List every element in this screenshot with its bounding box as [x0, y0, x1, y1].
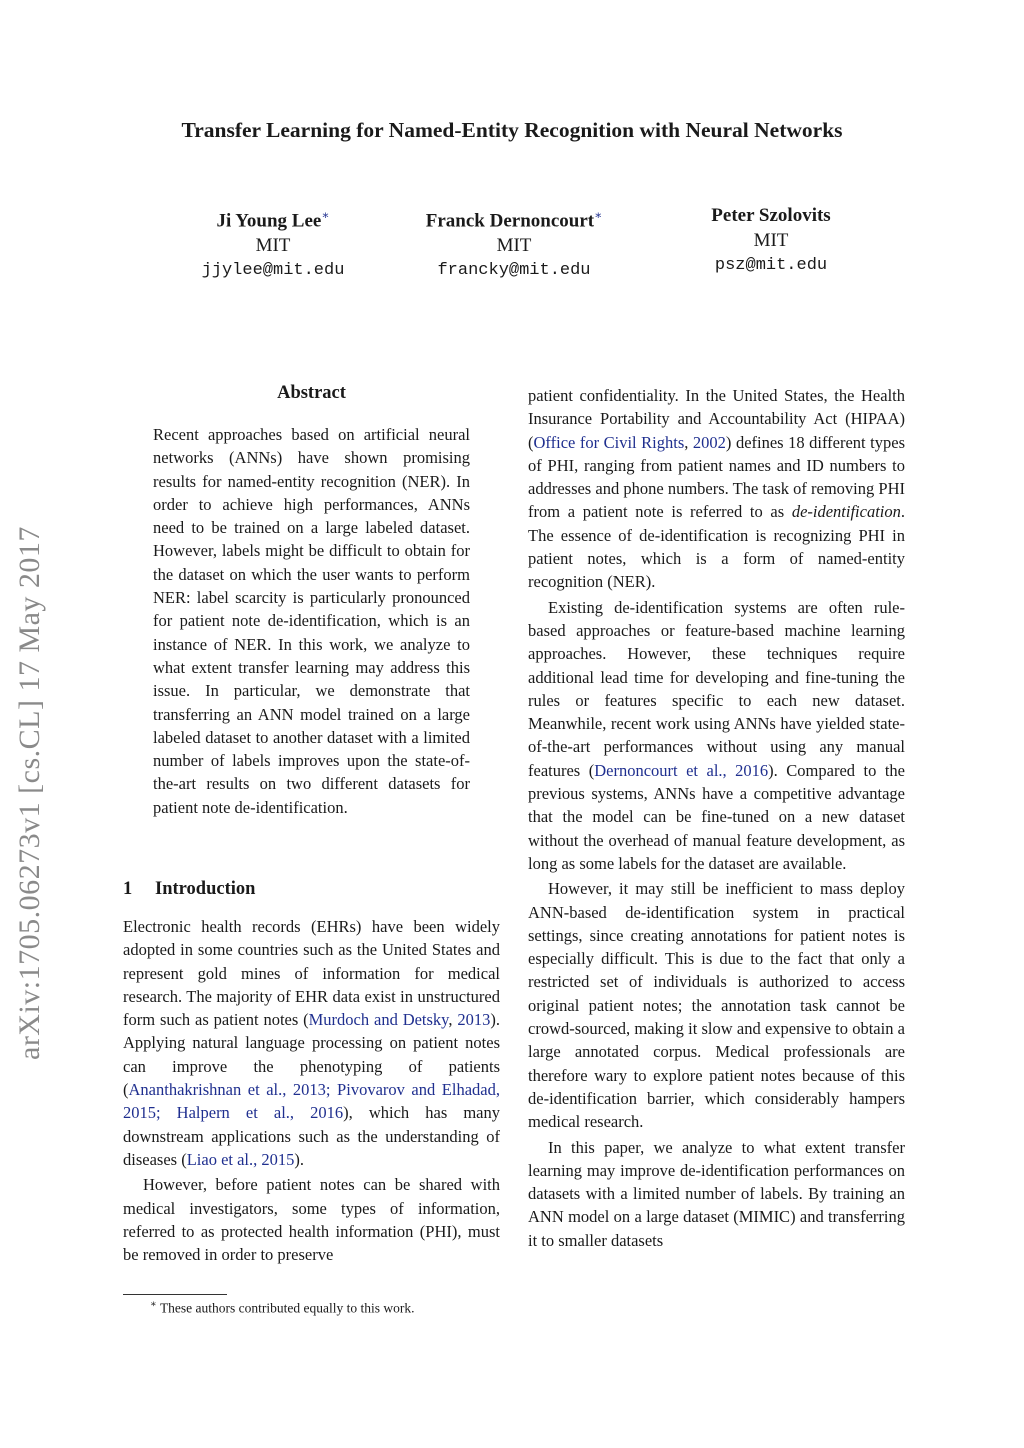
text-run: patient confidentiality. In the United States, the Health Insurance Portability and Accountability Act (HIPAA) ( — [528, 386, 905, 452]
intro-paragraph-4: However, it may still be inefficient to mass deploy ANN-based de-identification system in practical settings, since creating annotations for patient notes is especially difficult. This is due to the fact that only a restricted set of individuals is authorized to access original patient notes; the annotation task cannot be crowd-sourced, making it slow and expensive to obtain a large annotated corpus. Medical professionals are therefore wary to explore patient notes because of this de-identification barrier, which considerably hampers medical research. — [528, 879, 905, 1132]
author-affiliation: MIT — [753, 230, 789, 251]
author-name-text: Ji Young Lee — [216, 210, 322, 232]
intro-paragraph-2-start — [123, 1173, 500, 1266]
citation-link[interactable]: Office for Civil Rights — [533, 432, 685, 452]
text-run: ). Applying natural language processing on patient notes can improve the phenotyping of patients ( — [123, 1010, 500, 1100]
arxiv-stamp: arXiv:1705.06273v1 [cs.CL] 17 May 2017 — [13, 526, 46, 1060]
author-block-2 — [384, 203, 644, 283]
text-run: ). — [294, 1149, 305, 1169]
paper-title: Transfer Learning for Named-Entity Recognition with Neural Networks — [181, 118, 843, 142]
author-affiliation: MIT — [255, 235, 291, 257]
author-name — [384, 203, 644, 233]
author-name — [143, 203, 403, 233]
author-email: psz@mit.edu — [714, 256, 828, 275]
author-block-1 — [143, 203, 403, 283]
text-run: . The essence of de-identification is recognizing PHI in patient notes, which is a form of named-entity recognition (NER). — [528, 502, 905, 592]
text-run: Existing de-identification systems are often rule-based approaches or feature-based machine learning approaches. However, these techniques require additional lead time for developing and fine-tuning the rules or features specific to each new dataset. Meanwhile, recent work using ANNs have yielded state-of-the-art performances without using any manual features ( — [528, 597, 905, 780]
intro-paragraph-5: In this paper, we analyze to what extent transfer learning may improve de-identification performances on datasets with a limited number of labels. By training an ANN model on a large dataset (MIMIC) and transferring it to smaller datasets — [528, 1137, 905, 1250]
abstract-text: Recent approaches based on artificial neural networks (ANNs) have shown promising results for named-entity recognition (NER). In order to achieve high performances, ANNs need to be trained on a large labeled dataset. However, labels might be difficult to obtain for the dataset on which the user wants to perform NER: label scarcity is particularly pronounced for patient note de-identification, which is an instance of NER. In this work, we analyze to what extent transfer learning may address this issue. In particular, we demonstrate that transferring an ANN model trained on a large labeled dataset to another dataset with a limited number of labels improves upon the state-of-the-art results on two different datasets for patient note de-identification. — [153, 425, 470, 817]
author-mark: ∗ — [321, 208, 330, 222]
section-heading — [123, 879, 255, 900]
citation-link[interactable]: 2013 — [457, 1010, 491, 1030]
section-number: 1 — [123, 879, 133, 899]
footnote — [150, 1299, 415, 1317]
text-run: , — [448, 1010, 458, 1030]
section-title: Introduction — [155, 879, 256, 899]
footnote-mark: ∗ — [150, 1299, 157, 1310]
citation-link[interactable]: 2002 — [692, 432, 726, 452]
author-name-text: Franck Dernoncourt — [425, 210, 595, 232]
text-run: Electronic health records (EHRs) have been widely adopted in some countries such as the United States and represent gold mines of information for medical research. The majority of EHR data exist in unstructured form such as patient notes ( — [123, 917, 500, 1030]
author-name-text: Peter Szolovits — [711, 205, 831, 226]
author-mark: ∗ — [594, 208, 603, 222]
text-run: ). Compared to the previous systems, ANNs have a competitive advantage that the model can be fine-tuned on a new dataset without the overhead of manual feature development, as long as some labels for the dataset are available. — [528, 760, 906, 873]
intro-paragraph-3 — [528, 596, 905, 876]
author-name — [641, 203, 901, 228]
emphasis-text: de-identification — [791, 502, 901, 522]
text-run: However, before patient notes can be shared with medical investigators, some types of information, referred to as protected health information (PHI), must be removed in order to preserve — [123, 1175, 500, 1265]
text-run: ), which has many downstream applications such as the understanding of diseases ( — [123, 1103, 500, 1169]
intro-paragraph-2-cont — [528, 384, 905, 594]
footnote-text: These authors contributed equally to this work. — [159, 1300, 415, 1316]
abstract-heading: Abstract — [277, 383, 346, 403]
citation-link[interactable]: Dernoncourt et al., 2016 — [594, 760, 769, 780]
left-column — [123, 915, 500, 1266]
citation-link[interactable]: Liao et al., 2015 — [186, 1149, 295, 1169]
author-affiliation: MIT — [496, 235, 532, 257]
citation-link[interactable]: Ananthakrishnan et al., 2013; Pivovarov and Elhadad, 2015; Halpern et al., 2016 — [123, 1080, 500, 1123]
text-run: , — [684, 432, 693, 452]
author-email: francky@mit.edu — [437, 261, 591, 281]
author-email: jjylee@mit.edu — [201, 261, 345, 281]
intro-paragraph-1 — [123, 915, 500, 1171]
citation-link[interactable]: Murdoch and Detsky — [308, 1010, 449, 1030]
right-column — [528, 384, 905, 1252]
author-block-3 — [641, 203, 901, 278]
footnote-rule — [123, 1294, 227, 1295]
text-run: ) defines 18 different types of PHI, ranging from patient names and ID numbers to addresses and phone numbers. The task of removing PHI from a patient note is referred to as — [528, 432, 905, 522]
